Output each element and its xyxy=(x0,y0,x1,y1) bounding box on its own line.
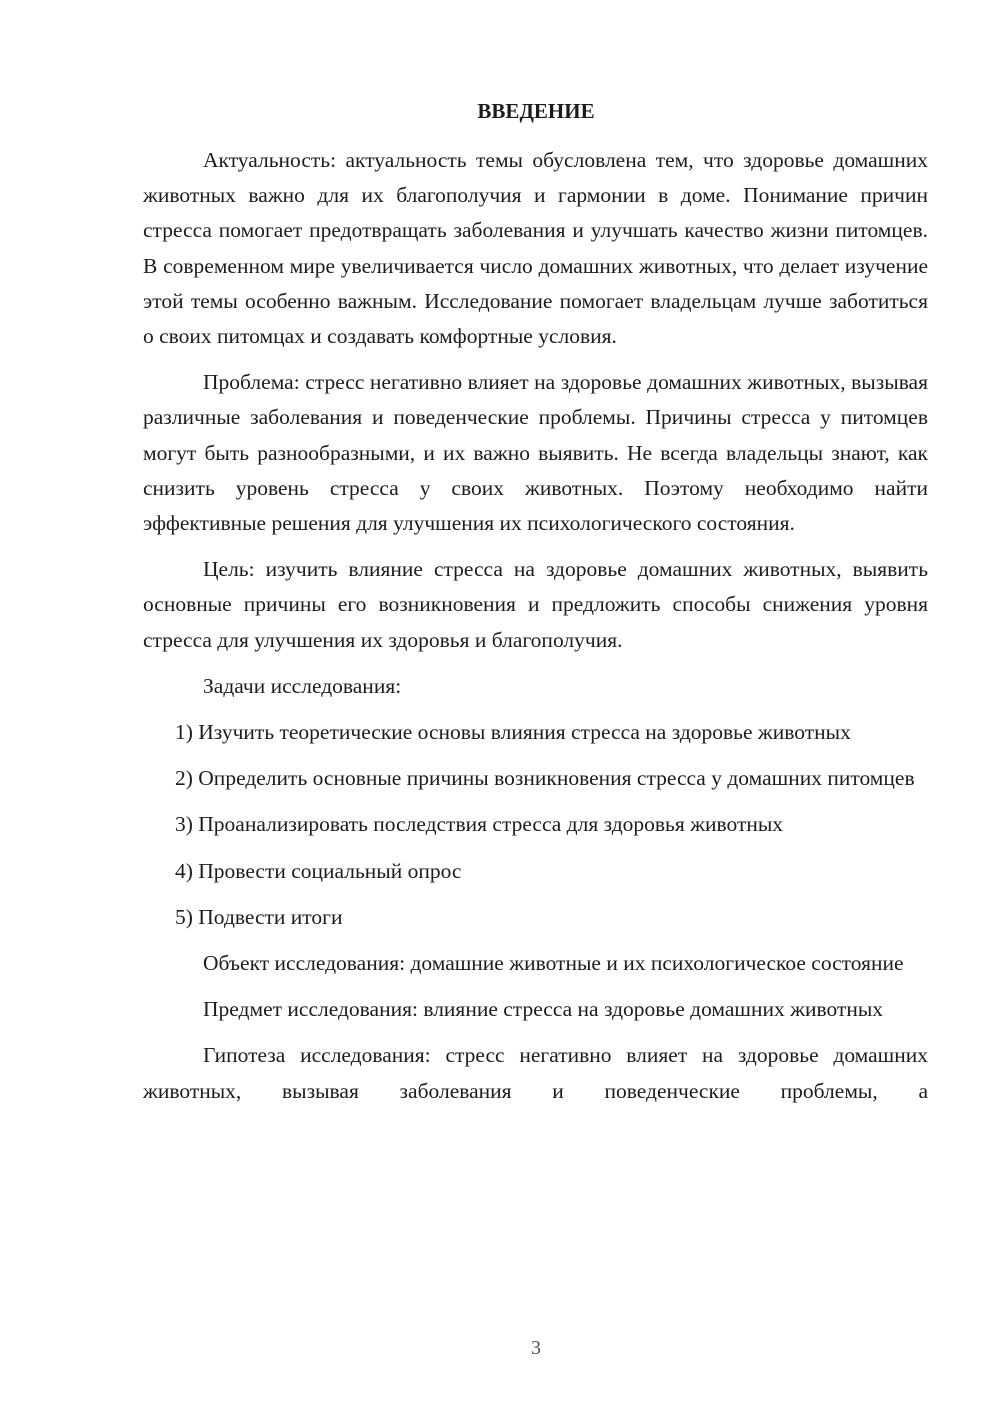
paragraph-problem: Проблема: стресс негативно влияет на здоровье домашних животных, вызывая различные заболевания и поведенческие проблемы. Причины стресса у питомцев могут быть разнообразными, и их важно выявить. Не всегда владельцы знают, как снизить уровень стресса у своих животных. Поэтому необходимо найти эффективные решения для улучшения их психологического состояния. xyxy=(143,370,928,536)
tasks-heading: Задачи исследования: xyxy=(203,673,402,698)
paragraph-hypothesis: Гипотеза исследования: стресс негативно влияет на здоровье домашних животных, вызывая заболевания и поведенческие проблемы, а xyxy=(143,1043,928,1103)
document-body xyxy=(143,143,928,1120)
task-item-5: 5) Подвести итоги xyxy=(175,904,343,929)
task-item-4: 4) Провести социальный опрос xyxy=(175,858,462,883)
paragraph-goal: Цель: изучить влияние стресса на здоровье домашних животных, выявить основные причины его возникновения и предложить способы снижения уровня стресса для улучшения их здоровья и благополучия. xyxy=(143,557,928,652)
paragraph-relevance: Актуальность: актуальность темы обусловлена тем, что здоровье домашних животных важно для их благополучия и гармонии в доме. Понимание причин стресса помогает предотвращать заболевания и улучшать качество жизни питомцев. В современном мире увеличивается число домашних животных, что делает изучение этой темы особенно важным. Исследование помогает владельцам лучше заботиться о своих питомцах и создавать комфортные условия. xyxy=(143,148,928,349)
page-number: 3 xyxy=(531,1337,541,1359)
paragraph-object: Объект исследования: домашние животные и их психологическое состояние xyxy=(203,951,904,976)
task-item-2: 2) Определить основные причины возникновения стресса у домашних питомцев xyxy=(175,766,915,791)
page-title: ВВЕДЕНИЕ xyxy=(477,99,595,123)
task-item-1: 1) Изучить теоретические основы влияния стресса на здоровье животных xyxy=(175,720,851,745)
paragraph-subject: Предмет исследования: влияние стресса на здоровье домашних животных xyxy=(203,997,884,1022)
task-item-3: 3) Проанализировать последствия стресса для здоровья животных xyxy=(175,812,784,837)
